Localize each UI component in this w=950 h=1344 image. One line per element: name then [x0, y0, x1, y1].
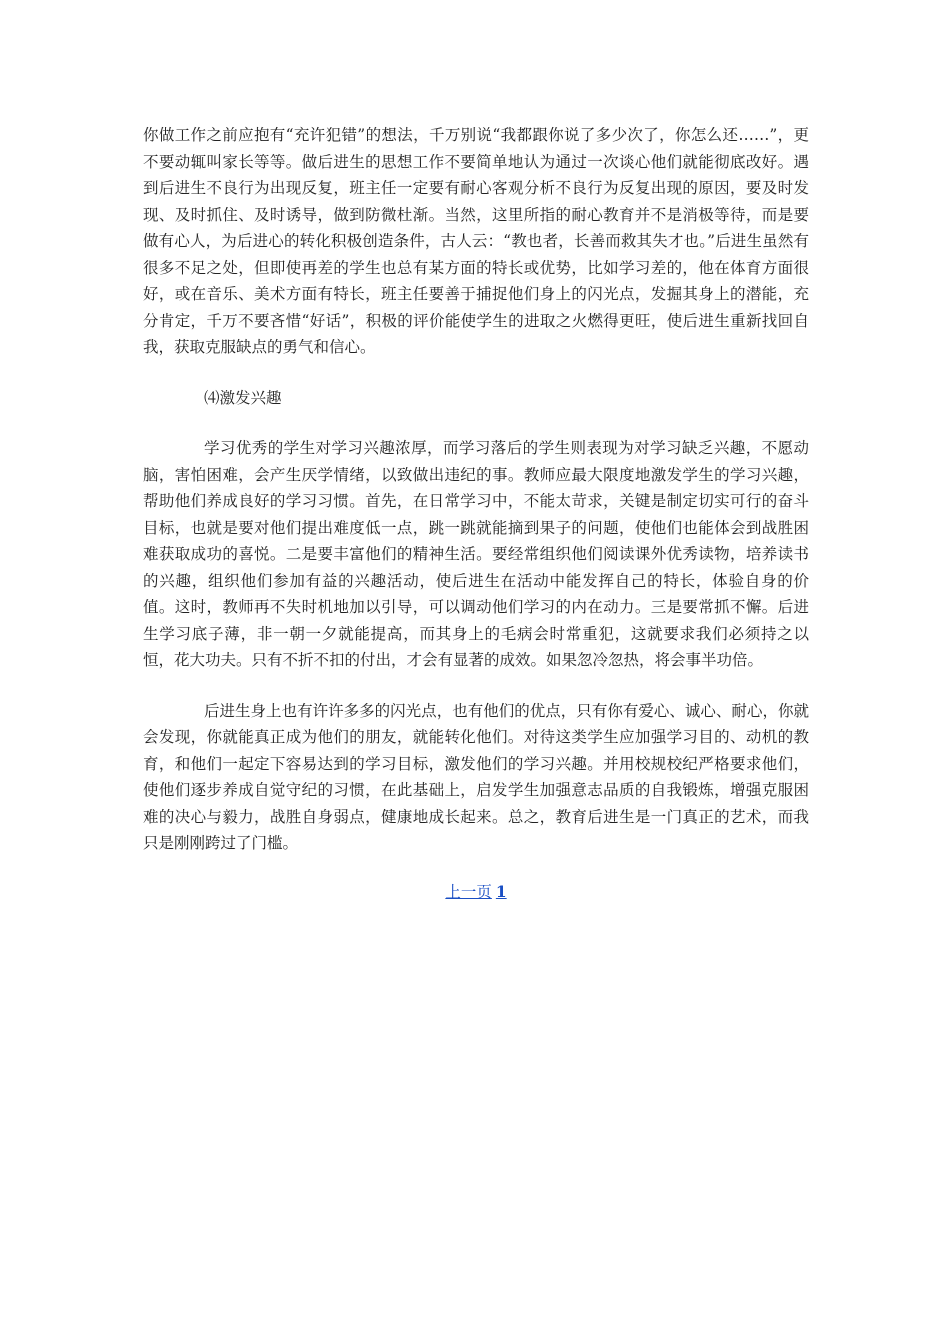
document-body [143, 122, 809, 905]
prev-page-link[interactable]: 上一页 [445, 882, 492, 901]
spacer [143, 411, 809, 435]
paragraph-2: 学习优秀的学生对学习兴趣浓厚，而学习落后的学生则表现为对学习缺乏兴趣，不愿动脑，害怕困难，会产生厌学情绪，以致做出违纪的事。教师应最大限度地激发学生的学习兴趣，帮助他们养成良好的学习习惯。首先，在日常学习中，不能太苛求，关键是制定切实可行的奋斗目标，也就是要对他们提出难度低一点，跳一跳就能摘到果子的问题，使他们也能体会到战胜困难获取成功的喜悦。二是要丰富他们的精神生活。要经常组织他们阅读课外优秀读物，培养读书的兴趣，组织他们参加有益的兴趣活动，使后进生在活动中能发挥自己的特长，体验自身的价值。这时，教师再不失时机地加以引导，可以调动他们学习的内在动力。三是要常抓不懈。后进生学习底子薄，非一朝一夕就能提高，而其身上的毛病会时常重犯，这就要求我们必须持之以恒，花大功夫。只有不折不扣的付出，才会有显著的成效。如果忽冷忽热，将会事半功倍。 [143, 439, 809, 669]
paragraph-3: 后进生身上也有许许多多的闪光点，也有他们的优点，只有你有爱心、诚心、耐心，你就会发现，你就能真正成为他们的朋友，就能转化他们。对待这类学生应加强学习目的、动机的教育，和他们一起定下容易达到的学习目标，激发他们的学习兴趣。并用校规校纪严格要求他们，使他们逐步养成自觉守纪的习惯，在此基础上，启发学生加强意志品质的自我锻炼，增强克服困难的决心与毅力，战胜自身弱点，健康地成长起来。总之，教育后进生是一门真正的艺术，而我只是刚刚跨过了门槛。 [143, 701, 809, 852]
page-1-link[interactable]: 1 [495, 881, 507, 901]
pagination [143, 879, 809, 906]
spacer [143, 674, 809, 698]
section-heading: ⑷激发兴趣 [204, 388, 282, 407]
paragraph-1: 你做工作之前应抱有“充许犯错”的想法，千万别说“我都跟你说了多少次了，你怎么还……”，更不要动辄叫家长等等。做后进生的思想工作不要简单地认为通过一次谈心他们就能彻底改好。遇到后进生不良行为出现反复，班主任一定要有耐心客观分析不良行为反复出现的原因，要及时发现、及时抓住、及时诱导，做到防微杜渐。当然，这里所指的耐心教育并不是消极等待，而是要做有心人，为后进心的转化积极创造条件，古人云：“教也者，长善而救其失才也。”后进生虽然有很多不足之处，但即使再差的学生也总有某方面的特长或优势，比如学习差的，他在体育方面很好，或在音乐、美术方面有特长，班主任要善于捕捉他们身上的闪光点，发掘其身上的潜能，充分肯定，千万不要吝惜“好话”，积极的评价能使学生的进取之火燃得更旺，使后进生重新找回自我，获取克服缺点的勇气和信心。 [143, 126, 809, 356]
spacer [143, 857, 809, 879]
spacer [143, 361, 809, 385]
